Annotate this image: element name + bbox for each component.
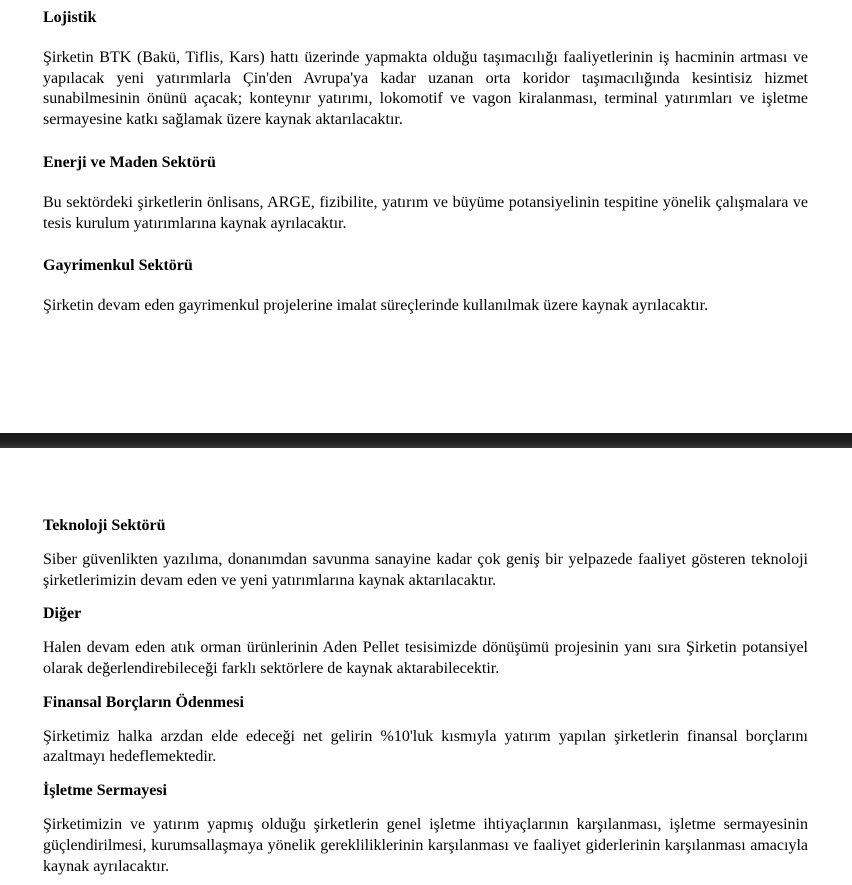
section-paragraph-isletme-sermayesi: Şirketimizin ve yatırım yapmış olduğu şirketlerin genel işletme ihtiyaçlarının karşılanması, işletme sermayesinin güçlendirilmesi, kurumsallaşmaya yönelik gerekliliklerinin karşılanması ve faaliyet giderlerinin karşılanması amacıyla kaynak ayrılacaktır.	[43, 815, 808, 875]
section-paragraph-diger: Halen devam eden atık orman ürünlerinin Aden Pellet tesisimizde dönüşümü projesinin yanı sıra Şirketin potansiyel olarak değerlendirebileceği farklı sektörlere de kaynak aktarabilecektir.	[43, 639, 808, 677]
section-paragraph-teknoloji: Siber güvenlikten yazılıma, donanımdan savunma sanayine kadar çok geniş bir yelpazede faaliyet gösteren teknoloji şirketlerimizin devam eden ve yeni yatırımlarına kaynak aktarılacaktır.	[43, 550, 808, 589]
section-lojistik	[43, 8, 808, 131]
document-page-1	[0, 0, 852, 433]
section-teknoloji	[43, 516, 808, 591]
document-page-2	[0, 448, 852, 885]
section-diger	[43, 604, 808, 679]
section-heading-lojistik: Lojistik	[43, 9, 97, 26]
section-finansal-borclar	[43, 693, 808, 768]
section-heading-isletme-sermayesi: İşletme Sermayesi	[43, 782, 167, 800]
section-heading-finansal-borclar: Finansal Borçların Ödenmesi	[43, 693, 244, 711]
page-separator	[0, 433, 852, 448]
section-enerji-ve-maden	[43, 153, 808, 234]
section-heading-diger: Diğer	[43, 605, 82, 623]
section-paragraph-lojistik: Şirketin BTK (Bakü, Tiflis, Kars) hattı üzerinde yapmakta olduğu taşımacılığı faaliyetlerinin iş hacminin artması ve yapılacak yeni yatırımlarla Çin'den Avrupa'ya kadar uzanan orta koridor taşımacılığında kesintisiz hizmet sunabilmesinin önünü açacak; konteynır yatırımı, lokomotif ve vagon kiralanması, terminal yatırımları ve işletme sermayesine katkı sağlamak üzere kaynak aktarılacaktır.	[43, 48, 808, 129]
section-paragraph-enerji-ve-maden: Bu sektördeki şirketlerin önlisans, ARGE, fizibilite, yatırım ve büyüme potansiyelinin tespitine yönelik çalışmalara ve tesis kurulum yatırımlarına kaynak ayrılacaktır.	[43, 193, 808, 232]
section-heading-enerji-ve-maden: Enerji ve Maden Sektörü	[43, 153, 216, 171]
section-paragraph-gayrimenkul: Şirketin devam eden gayrimenkul projelerine imalat süreçlerinde kullanılmak üzere kaynak ayrılacaktır.	[43, 297, 709, 315]
section-isletme-sermayesi	[43, 781, 808, 877]
section-paragraph-finansal-borclar: Şirketimiz halka arzdan elde edeceği net gelirin %10'luk kısmıyla yatırım yapılan şirketlerin finansal borçlarını azaltmayı hedeflemektedir.	[43, 727, 808, 766]
section-heading-gayrimenkul: Gayrimenkul Sektörü	[43, 257, 193, 275]
section-gayrimenkul	[43, 256, 808, 317]
section-heading-teknoloji: Teknoloji Sektörü	[43, 517, 166, 534]
